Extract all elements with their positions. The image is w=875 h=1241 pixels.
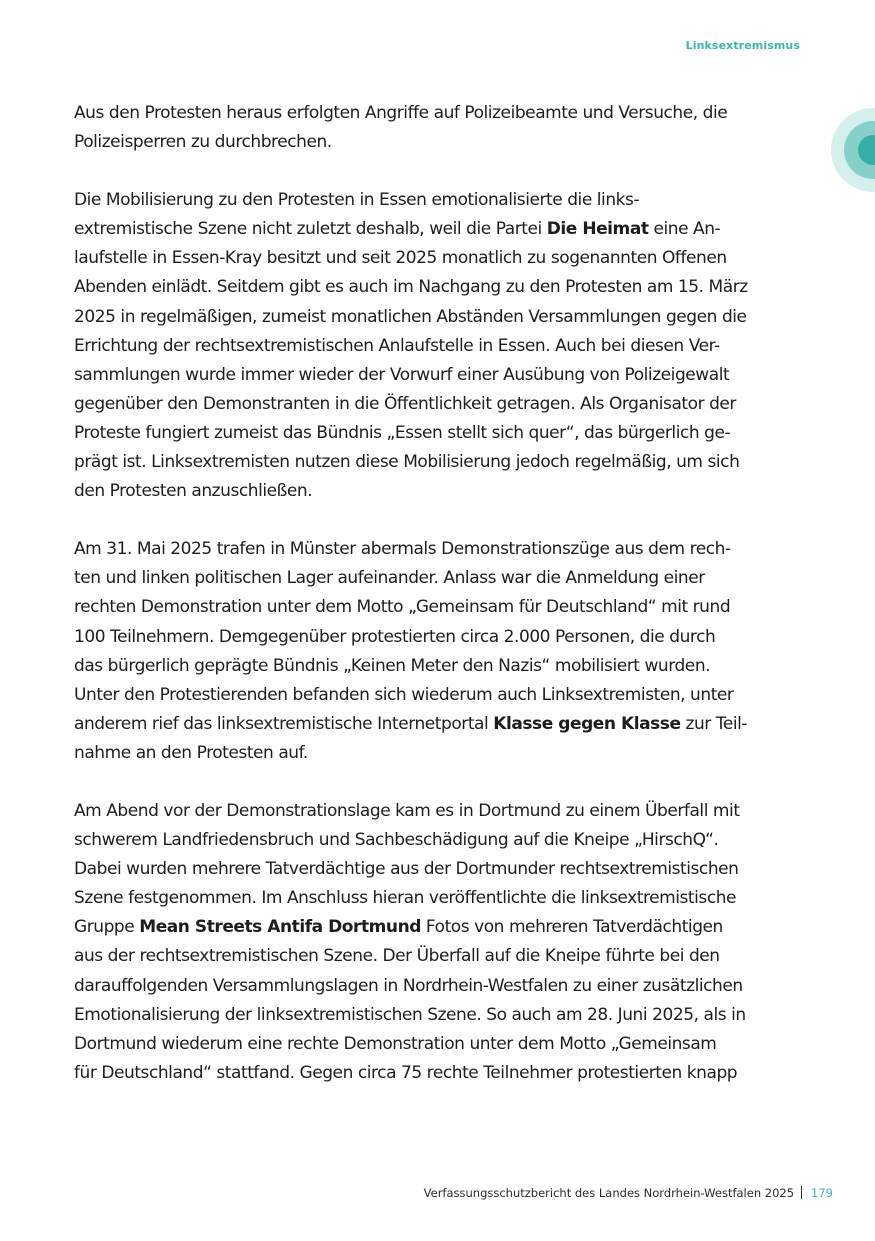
- text-line: [74, 797, 802, 826]
- text-line: [74, 855, 802, 884]
- text-run: Errichtung der rechtsextremistischen Anlaufstelle in Essen. Auch bei diesen Ver-: [74, 335, 720, 356]
- text-run: Am 31. Mai 2025 trafen in Münster abermals Demonstrationszüge aus dem rech-: [74, 539, 731, 560]
- text-line: [74, 99, 802, 128]
- text-line: [74, 564, 802, 593]
- text-run: rechten Demonstration unter dem Motto „Gemeinsam für Deutschland“ mit rund: [74, 597, 731, 618]
- text-line: [74, 477, 802, 506]
- text-run: ten und linken politischen Lager aufeinander. Anlass war die Anmeldung einer: [74, 568, 705, 589]
- text-run: Aus den Protesten heraus erfolgten Angriffe auf Polizeibeamte und Versuche, die: [74, 103, 728, 123]
- text-run: Fotos von mehreren Tatverdächtigen: [420, 917, 723, 938]
- text-line: [74, 1030, 802, 1059]
- footer-publication-title: Verfassungsschutzbericht des Landes Nordrhein-Westfalen 2025: [423, 1186, 795, 1200]
- text-run: laufstelle in Essen-Kray besitzt und seit 2025 monatlich zu sogenannten Offenen: [74, 248, 727, 269]
- body-paragraph: [74, 99, 802, 157]
- text-line: [74, 303, 802, 332]
- text-run: 100 Teilnehmern. Demgegenüber protestierten circa 2.000 Personen, die durch: [74, 626, 716, 647]
- text-line: [74, 361, 802, 390]
- text-run: Proteste fungiert zumeist das Bündnis „Essen stellt sich quer“, das bürgerlich ge-: [74, 422, 731, 443]
- text-line: [74, 623, 802, 652]
- emphasized-name: Klasse gegen Klasse: [493, 713, 681, 734]
- text-line: [74, 884, 802, 913]
- text-line: [74, 273, 802, 302]
- text-line: [74, 972, 802, 1001]
- text-run: extremistische Szene nicht zuletzt deshalb, weil die Partei: [74, 219, 547, 240]
- text-run: Die Mobilisierung zu den Protesten in Essen emotionalisierte die links-: [74, 190, 640, 211]
- body-text: [74, 99, 802, 1117]
- text-line: [74, 186, 802, 215]
- text-run: nahme an den Protesten auf.: [74, 742, 308, 763]
- text-line: [74, 1059, 802, 1088]
- body-paragraph: [74, 186, 802, 506]
- text-run: das bürgerlich geprägte Bündnis „Keinen Meter den Nazis“ mobilisiert wurden.: [74, 655, 711, 676]
- text-run: eine An-: [648, 219, 721, 240]
- text-line: [74, 1001, 802, 1030]
- text-line: [74, 419, 802, 448]
- text-run: Polizeisperren zu durchbrechen.: [74, 132, 332, 153]
- text-line: [74, 710, 802, 739]
- text-line: [74, 942, 802, 971]
- text-line: [74, 244, 802, 273]
- text-run: den Protesten anzuschließen.: [74, 481, 313, 502]
- text-run: Gruppe: [74, 917, 140, 938]
- text-run: 2025 in regelmäßigen, zumeist monatlichen Abständen Versammlungen gegen die: [74, 306, 747, 327]
- page-number: 179: [811, 1186, 833, 1200]
- text-run: Emotionalisierung der linksextremistischen Szene. So auch am 28. Juni 2025, als in: [74, 1004, 746, 1025]
- text-run: schwerem Landfriedensbruch und Sachbeschädigung auf die Kneipe „HirschQ“.: [74, 830, 719, 851]
- body-paragraph: [74, 535, 802, 768]
- text-run: Unter den Protestierenden befanden sich wiederum auch Linksextremisten, unter: [74, 684, 734, 705]
- text-line: [74, 593, 802, 622]
- text-line: [74, 128, 802, 157]
- body-paragraph: [74, 797, 802, 1088]
- text-line: [74, 681, 802, 710]
- text-line: [74, 390, 802, 419]
- text-run: prägt ist. Linksextremisten nutzen diese Mobilisierung jedoch regelmäßig, um sich: [74, 452, 740, 473]
- text-run: anderem rief das linksextremistische Internetportal: [74, 713, 494, 734]
- text-line: [74, 739, 802, 768]
- section-marker-decoration: [831, 108, 875, 192]
- section-label: Linksextremismus: [685, 39, 800, 52]
- text-run: Dortmund wiederum eine rechte Demonstration unter dem Motto „Gemeinsam: [74, 1033, 717, 1054]
- text-run: Am Abend vor der Demonstrationslage kam es in Dortmund zu einem Überfall mit: [74, 800, 740, 821]
- text-run: Abenden einlädt. Seitdem gibt es auch im Nachgang zu den Protesten am 15. März: [74, 277, 748, 298]
- text-run: für Deutschland“ stattfand. Gegen circa 75 rechte Teilnehmer protestierten knapp: [74, 1062, 738, 1083]
- emphasized-name: Die Heimat: [546, 219, 649, 240]
- text-run: sammlungen wurde immer wieder der Vorwurf einer Ausübung von Polizeigewalt: [74, 364, 730, 385]
- text-run: Dabei wurden mehrere Tatverdächtige aus der Dortmunder rechtsextremistischen: [74, 859, 739, 880]
- text-run: Szene festgenommen. Im Anschluss hieran veröffentlichte die linksextremistische: [74, 888, 737, 909]
- text-line: [74, 652, 802, 681]
- text-line: [74, 332, 802, 361]
- text-line: [74, 826, 802, 855]
- emphasized-name: Mean Streets Antifa Dortmund: [139, 917, 421, 938]
- text-run: darauffolgenden Versammlungslagen in Nordrhein-Westfalen zu einer zusätzlichen: [74, 975, 743, 996]
- text-line: [74, 913, 802, 942]
- text-line: [74, 535, 802, 564]
- footer-separator: [801, 1186, 802, 1199]
- text-run: zur Teil-: [680, 713, 748, 734]
- page-footer: [424, 1186, 833, 1200]
- text-run: gegenüber den Demonstranten in die Öffentlichkeit getragen. Als Organisator der: [74, 393, 736, 414]
- text-run: aus der rechtsextremistischen Szene. Der Überfall auf die Kneipe führte bei den: [74, 946, 720, 967]
- text-line: [74, 215, 802, 244]
- text-line: [74, 448, 802, 477]
